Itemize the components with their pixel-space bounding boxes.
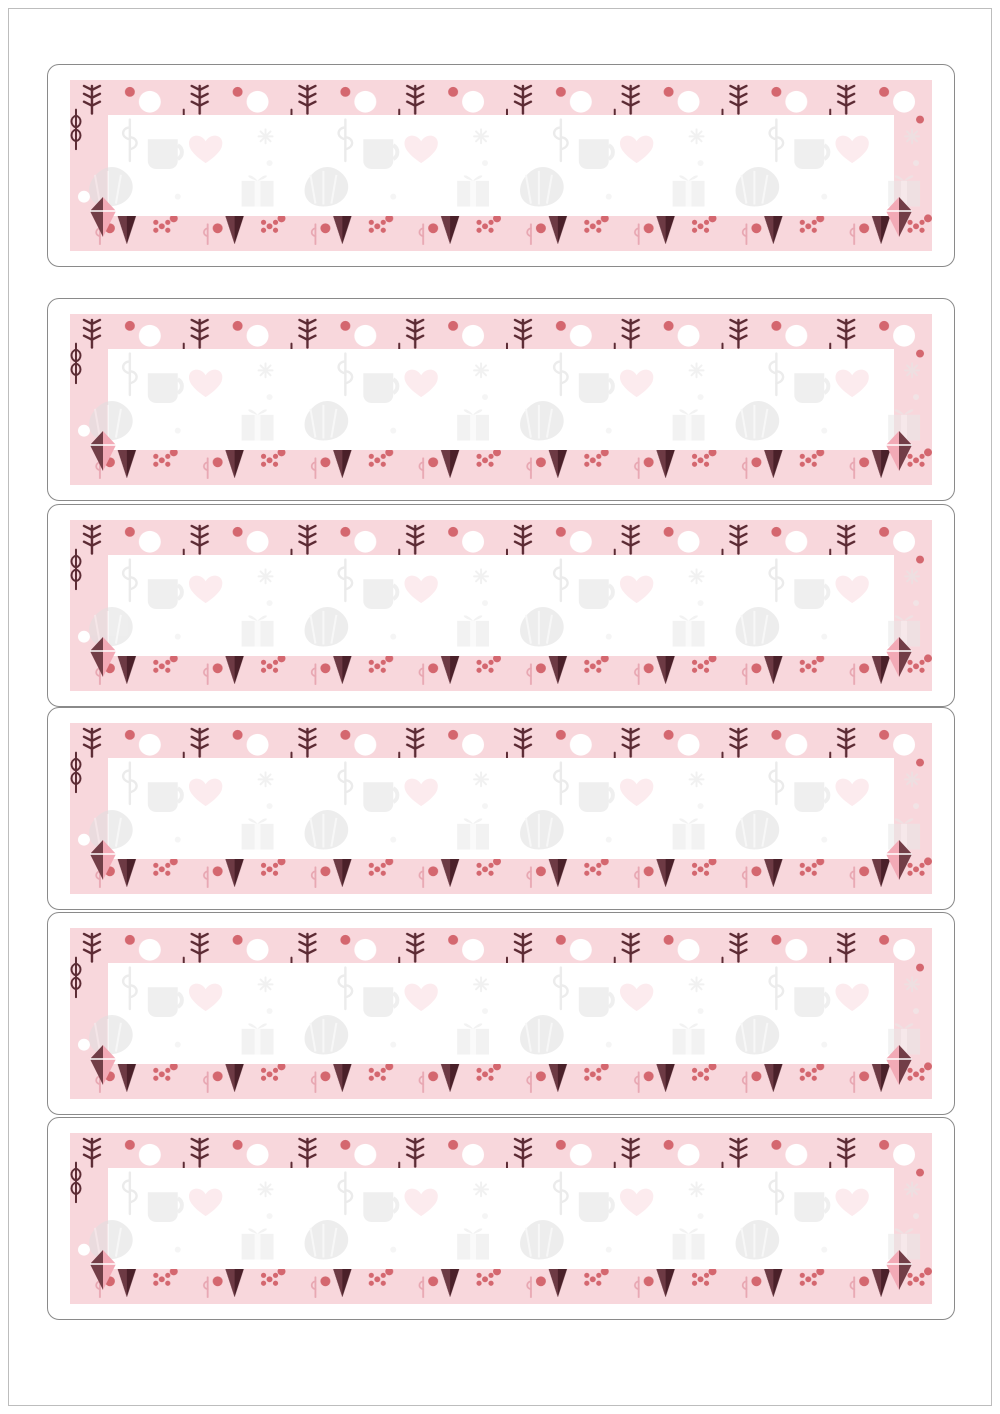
label-banner bbox=[70, 1133, 932, 1304]
labels-area bbox=[47, 64, 955, 1299]
label-write-field[interactable] bbox=[108, 115, 894, 216]
label-banner bbox=[70, 520, 932, 691]
page-sheet bbox=[8, 8, 992, 1406]
label-write-field[interactable] bbox=[108, 758, 894, 859]
label-write-field[interactable] bbox=[108, 555, 894, 656]
label-banner bbox=[70, 928, 932, 1099]
gem-icon bbox=[882, 635, 916, 679]
label-card[interactable] bbox=[47, 504, 955, 707]
label-write-field[interactable] bbox=[108, 349, 894, 450]
gem-icon bbox=[86, 1248, 120, 1292]
gem-icon bbox=[882, 429, 916, 473]
label-banner bbox=[70, 80, 932, 251]
gem-icon bbox=[882, 1043, 916, 1087]
gem-icon bbox=[882, 195, 916, 239]
label-banner bbox=[70, 723, 932, 894]
label-write-field[interactable] bbox=[108, 963, 894, 1064]
gem-icon bbox=[86, 838, 120, 882]
label-card[interactable] bbox=[47, 298, 955, 501]
label-write-field[interactable] bbox=[108, 1168, 894, 1269]
gem-icon bbox=[882, 1248, 916, 1292]
gem-icon bbox=[882, 838, 916, 882]
label-banner bbox=[70, 314, 932, 485]
label-card[interactable] bbox=[47, 912, 955, 1115]
gem-icon bbox=[86, 429, 120, 473]
label-card[interactable] bbox=[47, 1117, 955, 1320]
gem-icon bbox=[86, 195, 120, 239]
label-card[interactable] bbox=[47, 707, 955, 910]
gem-icon bbox=[86, 1043, 120, 1087]
label-card[interactable] bbox=[47, 64, 955, 267]
gem-icon bbox=[86, 635, 120, 679]
